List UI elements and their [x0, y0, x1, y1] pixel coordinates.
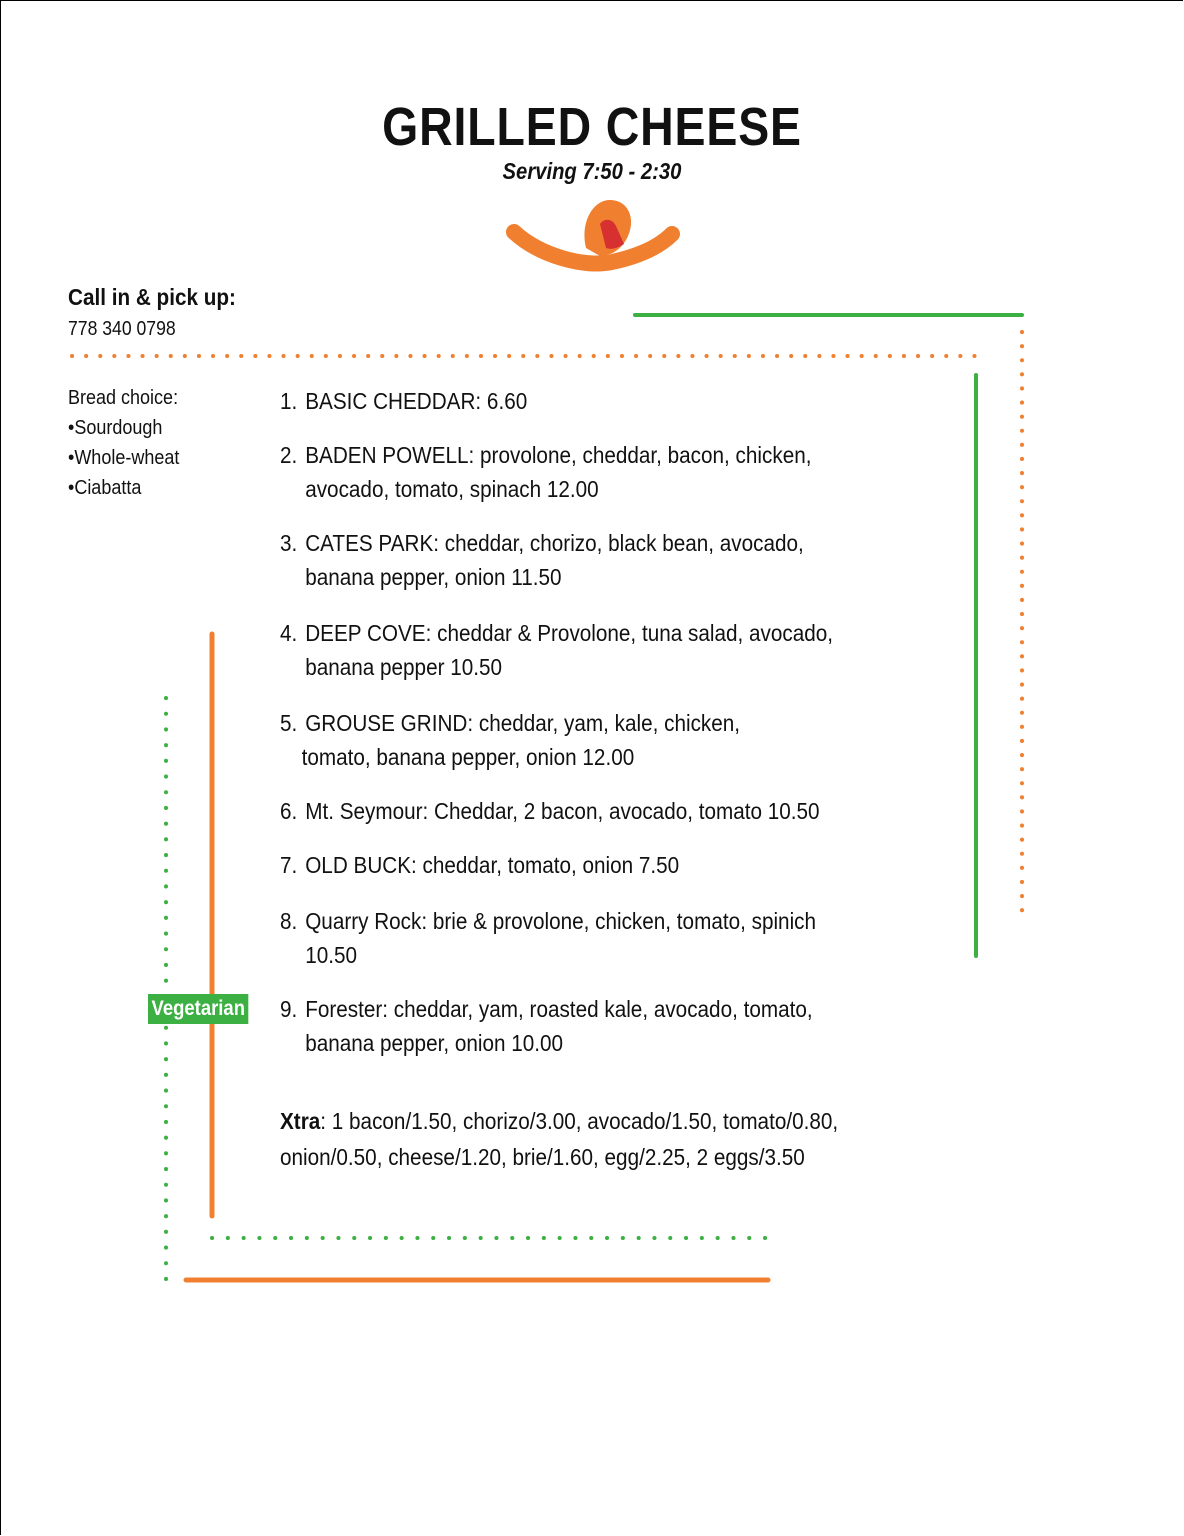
bread-option: • Sourdough — [68, 413, 179, 443]
item-number: 1. — [280, 388, 298, 414]
bread-option: • Ciabatta — [68, 473, 179, 503]
bread-choice-label: Bread choice: — [68, 387, 179, 409]
item-text: Forester: cheddar, yam, roasted kale, avocado, tomato, — [305, 996, 813, 1022]
menu-item — [280, 384, 910, 418]
item-number: 8. — [280, 908, 298, 934]
menu-item — [280, 904, 910, 972]
bread-option: • Whole-wheat — [68, 443, 179, 473]
item-text: BADEN POWELL: provolone, cheddar, bacon, chicken, — [305, 442, 812, 468]
menu-item — [280, 526, 910, 594]
extras-label: Xtra — [280, 1108, 321, 1134]
item-text-cont: tomato, banana pepper, onion 12.00 — [301, 744, 635, 770]
item-text: DEEP COVE: cheddar & Provolone, tuna salad, avocado, — [305, 620, 833, 646]
smile-hat-icon — [500, 196, 690, 276]
extras-line: : 1 bacon/1.50, chorizo/3.00, avocado/1.50, tomato/0.80, — [320, 1108, 839, 1134]
item-number: 7. — [280, 852, 298, 878]
item-text: GROUSE GRIND: cheddar, yam, kale, chicken, — [305, 710, 741, 736]
item-number: 5. — [280, 710, 298, 736]
bread-options — [68, 413, 179, 503]
page-title: GRILLED CHEESE — [382, 97, 802, 157]
bread-choice — [68, 383, 179, 503]
item-text-cont: banana pepper 10.50 — [305, 654, 503, 680]
item-number: 6. — [280, 798, 298, 824]
item-number: 3. — [280, 530, 298, 556]
menu-item — [280, 992, 910, 1060]
item-text: OLD BUCK: cheddar, tomato, onion 7.50 — [305, 852, 680, 878]
item-number: 9. — [280, 996, 298, 1022]
menu-item — [280, 706, 910, 774]
item-text: CATES PARK: cheddar, chorizo, black bean, avocado, — [305, 530, 804, 556]
menu-item — [280, 616, 910, 684]
item-text-cont: banana pepper, onion 10.00 — [305, 1030, 564, 1056]
item-text: Mt. Seymour: Cheddar, 2 bacon, avocado, tomato 10.50 — [305, 798, 820, 824]
menu-item — [280, 438, 910, 506]
menu-item — [280, 848, 910, 882]
call-in-label: Call in & pick up: — [68, 284, 236, 310]
item-number: 4. — [280, 620, 298, 646]
item-text-cont: avocado, tomato, spinach 12.00 — [305, 476, 599, 502]
serving-hours: Serving 7:50 - 2:30 — [502, 158, 682, 184]
item-text: Quarry Rock: brie & provolone, chicken, tomato, spinich — [305, 908, 817, 934]
item-text: BASIC CHEDDAR: 6.60 — [305, 388, 528, 414]
vegetarian-badge: Vegetarian — [148, 994, 249, 1024]
extras — [280, 1103, 928, 1175]
extras-line: onion/0.50, cheese/1.20, brie/1.60, egg/2.25, 2 eggs/3.50 — [280, 1144, 805, 1170]
item-text-cont: 10.50 — [305, 942, 358, 968]
item-text-cont: banana pepper, onion 11.50 — [305, 564, 562, 590]
item-number: 2. — [280, 442, 298, 468]
phone-number[interactable]: 778 340 0798 — [68, 318, 176, 340]
menu-item — [280, 794, 910, 828]
